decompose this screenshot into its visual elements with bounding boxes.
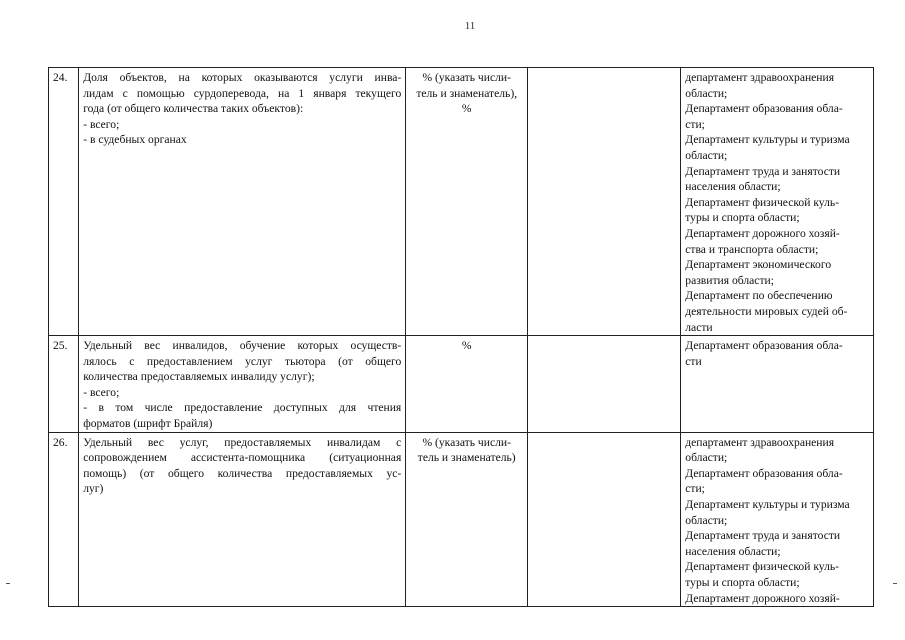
text-line: Департамент образования обла- bbox=[685, 466, 843, 480]
text-line: Департамент по обеспечению bbox=[685, 289, 833, 303]
text-line: области; bbox=[685, 148, 728, 162]
text-line: населения области; bbox=[685, 544, 781, 558]
text-line: луг) bbox=[83, 482, 104, 496]
text-line: ства и транспорта области; bbox=[685, 242, 819, 256]
text-line: - всего; bbox=[83, 385, 120, 399]
text-line: ласти bbox=[685, 320, 713, 334]
text-line: Удельный вес услуг, предоставляемых инвалидам с bbox=[83, 435, 402, 449]
text-line: Удельный вес инвалидов, обучение которых осуществ- bbox=[83, 339, 402, 353]
unit-cell bbox=[406, 68, 528, 336]
text-line: Департамент культуры и туризма bbox=[685, 133, 850, 147]
text-line: тель и знаменатель), bbox=[416, 86, 518, 100]
text-line: деятельности мировых судей об- bbox=[685, 304, 848, 318]
unit-cell bbox=[406, 432, 528, 607]
text-line: Департамент физической куль- bbox=[685, 560, 840, 574]
value-cell bbox=[528, 432, 681, 607]
text-line: сти; bbox=[685, 482, 705, 496]
responsible-departments bbox=[681, 336, 874, 433]
text-line: Департамент труда и занятости bbox=[685, 529, 841, 543]
text-line: населения области; bbox=[685, 180, 781, 194]
page-number: 11 bbox=[464, 20, 476, 32]
indicator-name bbox=[79, 432, 406, 607]
text-line: % (указать числи- bbox=[422, 435, 511, 449]
text-line: % (указать числи- bbox=[422, 71, 511, 84]
text-line: лидам с помощью сурдоперевода, на 1 января текущего bbox=[83, 86, 402, 100]
scan-edge-mark bbox=[893, 583, 897, 584]
scan-edge-mark bbox=[6, 583, 10, 584]
text-line: - в том числе предоставление доступных для чтения bbox=[83, 401, 402, 415]
responsible-departments bbox=[681, 68, 874, 336]
indicator-name bbox=[79, 336, 406, 433]
text-line: - в судебных органах bbox=[83, 133, 187, 147]
text-line: Департамент труда и занятости bbox=[685, 164, 841, 178]
table-row bbox=[49, 432, 874, 607]
text-line: Департамент дорожного хозяй- bbox=[685, 226, 840, 240]
text-line: % bbox=[461, 339, 472, 353]
text-line: Департамент дорожного хозяй- bbox=[685, 591, 840, 605]
text-line: сти; bbox=[685, 117, 705, 131]
text-line: области; bbox=[685, 451, 728, 465]
responsible-departments bbox=[681, 432, 874, 607]
table-row bbox=[49, 336, 874, 433]
text-line: области; bbox=[685, 86, 728, 100]
row-number: 24. bbox=[49, 68, 79, 336]
value-cell bbox=[528, 336, 681, 433]
text-line: области; bbox=[685, 513, 728, 527]
value-cell bbox=[528, 68, 681, 336]
text-line: количества предоставляемых инвалиду услуг); bbox=[83, 370, 315, 384]
text-line: департамент здравоохранения bbox=[685, 71, 835, 84]
text-line: лялось с предоставлением услуг тьютора (от общего bbox=[83, 354, 402, 368]
text-line: Департамент образования обла- bbox=[685, 102, 843, 116]
text-line: Департамент экономического bbox=[685, 258, 832, 272]
unit-cell bbox=[406, 336, 528, 433]
text-line: года (от общего количества таких объектов): bbox=[83, 102, 304, 116]
text-line: тель и знаменатель) bbox=[417, 451, 516, 465]
text-line: туры и спорта области; bbox=[685, 576, 800, 589]
text-line: Департамент культуры и туризма bbox=[685, 498, 850, 512]
text-line: Департамент образования обла- bbox=[685, 339, 843, 353]
row-number: 25. bbox=[49, 336, 79, 433]
text-line: сти bbox=[685, 354, 702, 368]
text-line: сопровождением ассистента-помощника (ситуационная bbox=[83, 451, 402, 465]
text-line: помощь) (от общего количества предоставляемых ус- bbox=[83, 466, 402, 480]
text-line: туры и спорта области; bbox=[685, 211, 800, 225]
text-line: Доля объектов, на которых оказываются услуги инва- bbox=[83, 71, 402, 84]
text-line: форматов (шрифт Брайля) bbox=[83, 417, 213, 431]
table-row bbox=[49, 68, 874, 336]
text-line: департамент здравоохранения bbox=[685, 435, 835, 449]
text-line: развития области; bbox=[685, 273, 774, 287]
text-line: % bbox=[461, 102, 472, 116]
indicator-name bbox=[79, 68, 406, 336]
text-line: Департамент физической куль- bbox=[685, 195, 840, 209]
indicators-table bbox=[48, 67, 874, 607]
text-line: - всего; bbox=[83, 117, 120, 131]
row-number: 26. bbox=[49, 432, 79, 607]
